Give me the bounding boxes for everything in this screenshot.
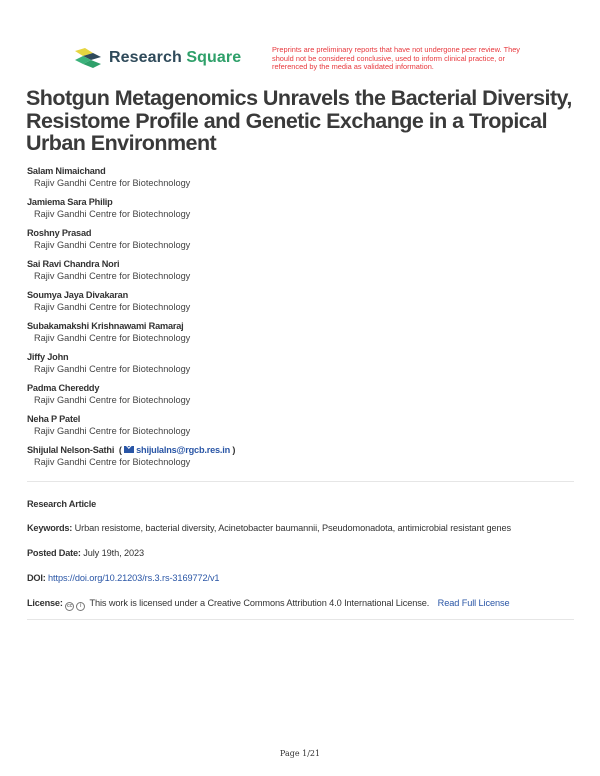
- section-divider: [27, 481, 574, 482]
- author-name: Soumya Jaya Divakaran: [27, 290, 129, 300]
- keywords-line: [27, 523, 511, 533]
- license-label: License:: [27, 598, 63, 608]
- author-name: Neha P Patel: [27, 414, 81, 424]
- section-divider: [27, 619, 574, 620]
- author-name: Salam Nimaichand: [27, 166, 106, 176]
- license-text: This work is licensed under a Creative Commons Attribution 4.0 International License.: [89, 598, 430, 608]
- email-close-paren: ): [232, 445, 236, 455]
- posted-date-line: [27, 548, 144, 558]
- author-entry: [27, 289, 427, 320]
- article-type: Research Article: [27, 499, 96, 509]
- author-entry: [27, 227, 427, 258]
- author-name: Sai Ravi Chandra Nori: [27, 259, 120, 269]
- read-full-license-link[interactable]: Read Full License: [437, 598, 510, 608]
- author-name-text: Shijulal Nelson-Sathi: [27, 445, 115, 455]
- email-open-paren: (: [118, 445, 122, 455]
- envelope-icon: [124, 446, 134, 453]
- author-name: [27, 444, 427, 456]
- author-name: Subakamakshi Krishnawami Ramaraj: [27, 321, 184, 331]
- author-affiliation: Rajiv Gandhi Centre for Biotechnology: [34, 395, 191, 405]
- author-name: Jiffy John: [27, 352, 69, 362]
- posted-date-value: July 19th, 2023: [83, 548, 145, 558]
- doi-label: DOI:: [27, 573, 46, 583]
- author-affiliation: Rajiv Gandhi Centre for Biotechnology: [34, 457, 191, 467]
- author-affiliation: Rajiv Gandhi Centre for Biotechnology: [34, 209, 191, 219]
- doi-link[interactable]: https://doi.org/10.21203/rs.3.rs-3169772/v1: [48, 573, 220, 583]
- author-affiliation: Rajiv Gandhi Centre for Biotechnology: [34, 426, 191, 436]
- research-square-logo-icon: [75, 48, 101, 68]
- header: [0, 0, 600, 80]
- research-square-logo[interactable]: [75, 48, 241, 68]
- paper-title: Shotgun Metagenomics Unravels the Bacterial Diversity, Resistome Profile and Genetic Exchange in a Tropical Urban Environment: [26, 86, 572, 155]
- author-affiliation: Rajiv Gandhi Centre for Biotechnology: [34, 333, 191, 343]
- license-line: [27, 598, 510, 611]
- author-name: Padma Chereddy: [27, 383, 100, 393]
- author-entry: [27, 196, 427, 227]
- page-number: Page 1/21: [279, 749, 321, 758]
- author-list: [27, 165, 427, 475]
- author-name: Jamiema Sara Philip: [27, 197, 113, 207]
- author-affiliation: Rajiv Gandhi Centre for Biotechnology: [34, 271, 191, 281]
- author-affiliation: Rajiv Gandhi Centre for Biotechnology: [34, 364, 191, 374]
- preprint-disclaimer: Preprints are preliminary reports that have not undergone peer review. They should not be considered conclusive, used to inform clinical practice, or referenced by the media as validated information.: [272, 45, 520, 72]
- author-entry: [27, 258, 427, 289]
- logo-text: Research Square: [109, 49, 242, 66]
- author-email-link[interactable]: [124, 445, 230, 455]
- author-affiliation: Rajiv Gandhi Centre for Biotechnology: [34, 178, 191, 188]
- attribution-icon: i: [76, 602, 85, 611]
- author-name: Roshny Prasad: [27, 228, 92, 238]
- author-affiliation: Rajiv Gandhi Centre for Biotechnology: [34, 240, 191, 250]
- author-entry: [27, 320, 427, 351]
- author-affiliation: Rajiv Gandhi Centre for Biotechnology: [34, 302, 191, 312]
- author-entry: [27, 413, 427, 444]
- doi-line: [27, 573, 219, 583]
- keywords-label: Keywords:: [27, 523, 73, 533]
- author-entry: [27, 351, 427, 382]
- creative-commons-icon: cc: [66, 603, 73, 609]
- author-entry-corresponding: [27, 444, 427, 475]
- author-email: shijulalns@rgcb.res.in: [136, 445, 231, 455]
- author-entry: [27, 165, 427, 196]
- keywords-value: Urban resistome, bacterial diversity, Acinetobacter baumannii, Pseudomonadota, antimicrobial resistant genes: [74, 523, 512, 533]
- posted-date-label: Posted Date:: [27, 548, 81, 558]
- author-entry: [27, 382, 427, 413]
